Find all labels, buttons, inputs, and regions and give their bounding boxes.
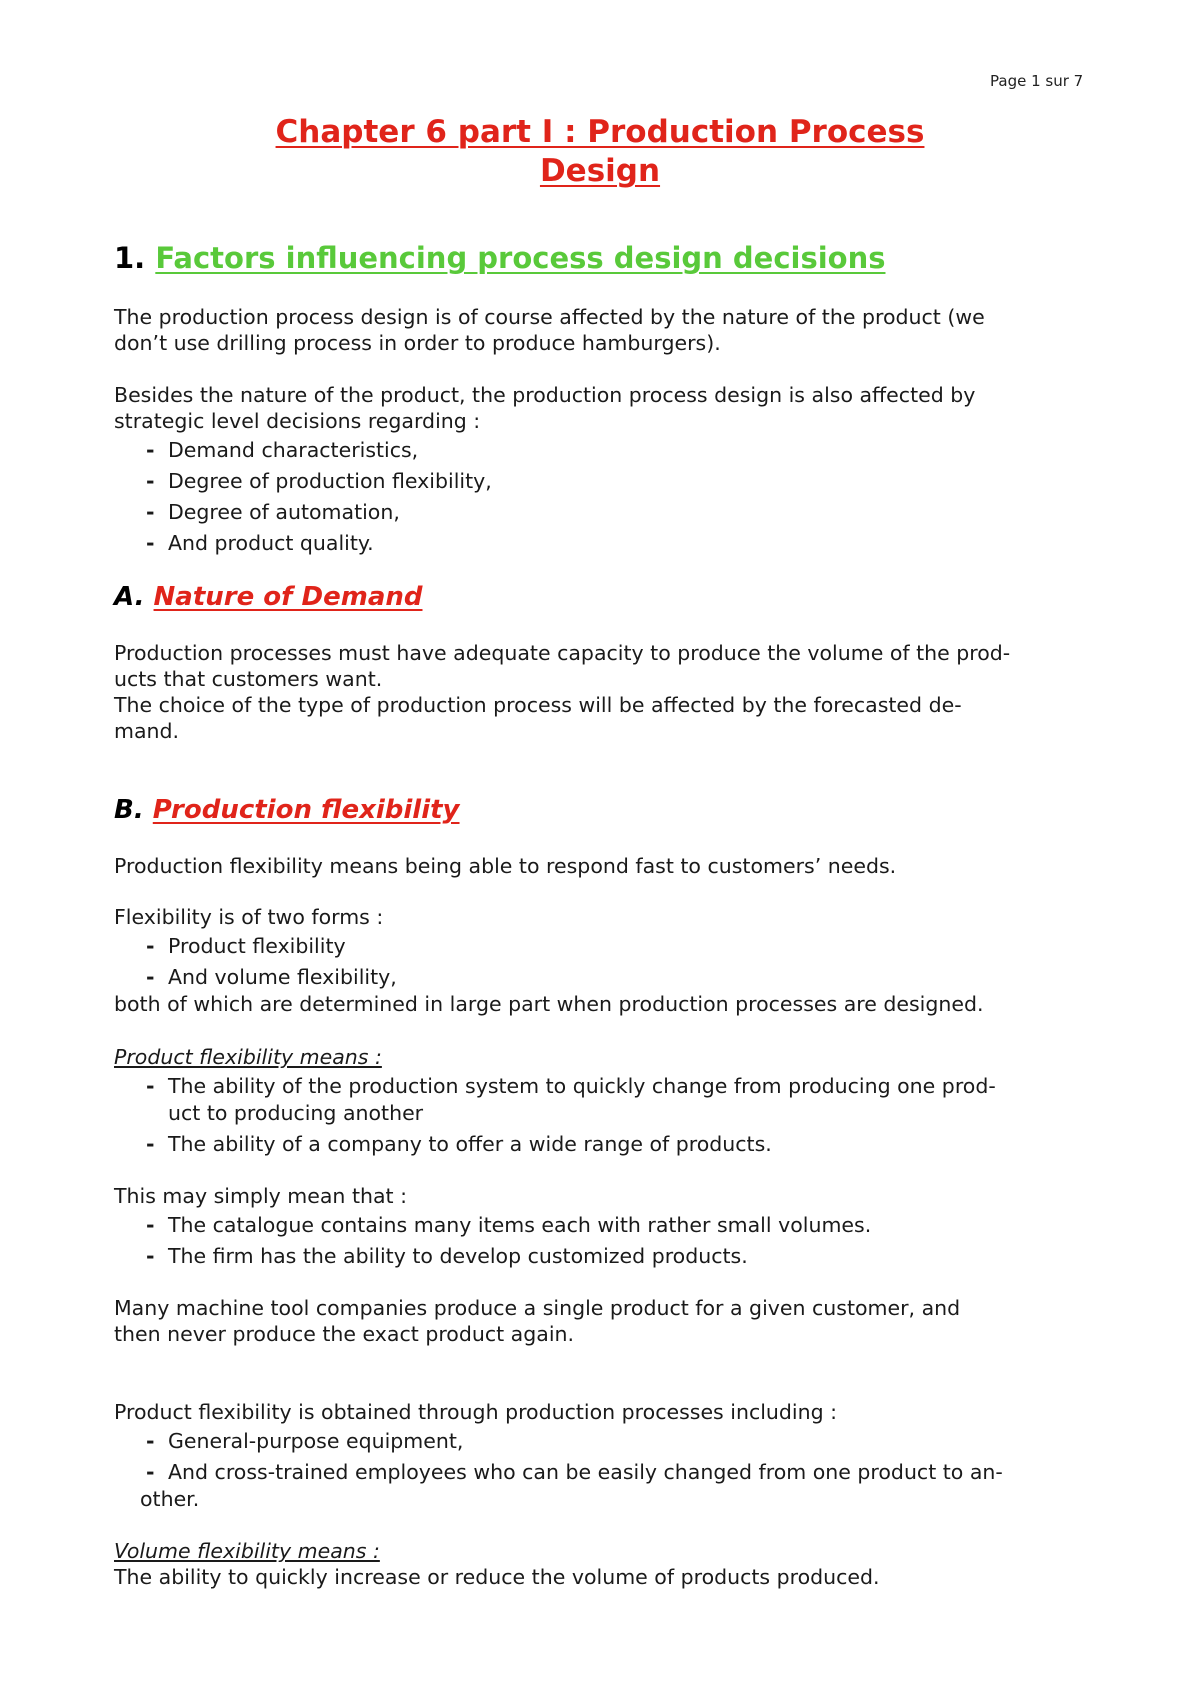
list-item: - Degree of production flexibility, (146, 469, 492, 493)
list-item-text: And product quality. (168, 531, 374, 555)
paragraph-line: The choice of the type of production process will be affected by the forecasted de- (114, 693, 962, 717)
paragraph-line: both of which are determined in large part when production processes are designed. (114, 992, 984, 1016)
section-b-title: Production flexibility (152, 795, 460, 825)
paragraph-line: then never produce the exact product again. (114, 1322, 575, 1346)
section-a-heading (114, 582, 423, 612)
list-item: - The ability of a company to offer a wide range of products. (146, 1132, 772, 1156)
section-1-title: Factors influencing process design decisions (155, 241, 886, 275)
paragraph-line: Many machine tool companies produce a single product for a given customer, and (114, 1296, 961, 1320)
list-item: - Degree of automation, (146, 500, 400, 524)
list-item: - And product quality. (146, 531, 374, 555)
product-flexibility-label: Product flexibility means : (114, 1045, 382, 1069)
paragraph-line: don’t use drilling process in order to produce hamburgers). (114, 331, 721, 355)
list-item-text: The ability of the production system to quickly change from producing one prod- (168, 1074, 996, 1098)
list-item: - The ability of the production system to quickly change from producing one prod- (146, 1074, 996, 1098)
list-item: - And volume flexibility, (146, 965, 397, 989)
list-item-text: And cross-trained employees who can be easily changed from one product to an- (168, 1460, 1003, 1484)
section-1-number: 1. (114, 241, 146, 275)
list-item: - Demand characteristics, (146, 438, 419, 462)
paragraph-line: mand. (114, 719, 180, 743)
list-item: - The catalogue contains many items each with rather small volumes. (146, 1213, 872, 1237)
list-item-text: Degree of automation, (168, 500, 400, 524)
paragraph-line: Besides the nature of the product, the production process design is also affected by (114, 383, 976, 407)
chapter-title-line-2: Design (539, 153, 661, 189)
paragraph-line: ucts that customers want. (114, 667, 383, 691)
list-item: - The firm has the ability to develop customized products. (146, 1244, 748, 1268)
list-item: - And cross-trained employees who can be easily changed from one product to an- (146, 1460, 1003, 1484)
page-number: Page 1 sur 7 (990, 72, 1084, 90)
paragraph-line: Flexibility is of two forms : (114, 905, 384, 929)
list-item-text: General-purpose equipment, (168, 1429, 464, 1453)
paragraph-line: strategic level decisions regarding : (114, 409, 481, 433)
list-item-continuation: other. (140, 1487, 200, 1511)
volume-flexibility-label: Volume flexibility means : (114, 1539, 380, 1563)
paragraph-line: The production process design is of course affected by the nature of the product (we (114, 305, 985, 329)
chapter-title-line-1: Chapter 6 part I : Production Process (275, 114, 925, 150)
paragraph-line: Product flexibility is obtained through production processes including : (114, 1400, 838, 1424)
list-item-text: Product flexibility (168, 934, 346, 958)
list-item-text: The catalogue contains many items each with rather small volumes. (168, 1213, 872, 1237)
section-b-letter: B. (114, 795, 144, 825)
list-item: - Product flexibility (146, 934, 346, 958)
list-item-text: The firm has the ability to develop customized products. (168, 1244, 748, 1268)
section-b-heading (114, 795, 460, 825)
list-item-continuation: uct to producing another (168, 1101, 424, 1125)
list-item-text: And volume flexibility, (168, 965, 397, 989)
section-a-letter: A. (114, 582, 145, 612)
paragraph-line: The ability to quickly increase or reduce the volume of products produced. (114, 1565, 880, 1589)
list-item-text: The ability of a company to offer a wide range of products. (168, 1132, 772, 1156)
list-item: - General-purpose equipment, (146, 1429, 464, 1453)
section-a-title: Nature of Demand (153, 582, 423, 612)
paragraph-line: Production flexibility means being able to respond fast to customers’ needs. (114, 854, 897, 878)
section-1-heading (114, 241, 885, 275)
list-item-text: Degree of production flexibility, (168, 469, 492, 493)
list-item-text: Demand characteristics, (168, 438, 419, 462)
paragraph-line: Production processes must have adequate capacity to produce the volume of the prod- (114, 641, 1011, 665)
paragraph-line: This may simply mean that : (114, 1184, 407, 1208)
